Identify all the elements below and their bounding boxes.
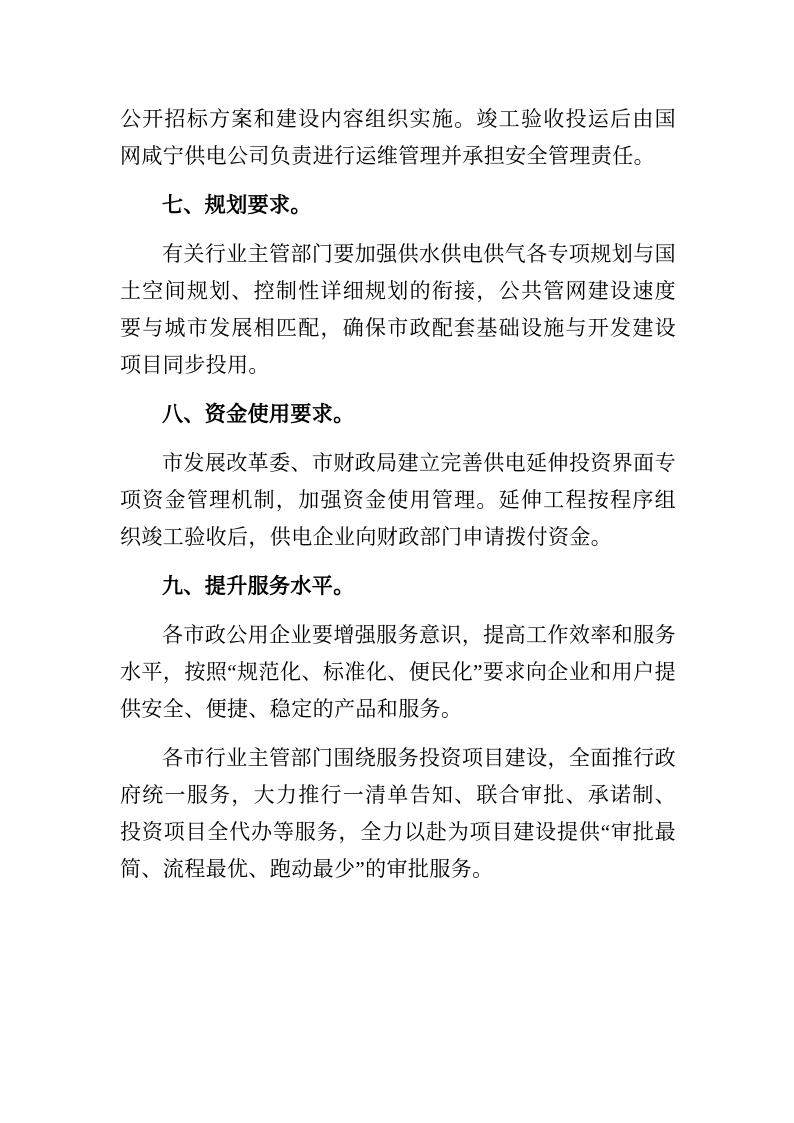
section-heading-8-funds: 八、资金使用要求。 xyxy=(162,403,355,426)
section-heading-9-service: 九、提升服务水平。 xyxy=(162,575,355,598)
paragraph-fund-usage: 市发展改革委、市财政局建立完善供电延伸投资界面专项资金管理机制，加强资金使用管理。延伸工程按程序组织竣工验收后，供电企业向财政部门申请拨付资金。 xyxy=(120,451,676,549)
paragraph-service-quality: 各市政公用企业要增强服务意识，提高工作效率和服务水平，按照“规范化、标准化、便民化”要求向企业和用户提供安全、便捷、稳定的产品和服务。 xyxy=(120,623,676,721)
paragraph-approval-service: 各市行业主管部门围绕服务投资项目建设，全面推行政府统一服务，大力推行一清单告知、联合审批、承诺制、投资项目全代办等服务，全力以赴为项目建设提供“审批最简、流程最优、跑动最少”的审批服务。 xyxy=(120,746,676,881)
paragraph-planning-requirements: 有关行业主管部门要加强供水供电供气各专项规划与国土空间规划、控制性详细规划的衔接，公共管网建设速度要与城市发展相匹配，确保市政配套基础设施与开发建设项目同步投用。 xyxy=(120,242,676,377)
section-heading-7-planning: 七、规划要求。 xyxy=(162,194,312,217)
paragraph-construction-runover: 公开招标方案和建设内容组织实施。竣工验收投运后由国网咸宁供电公司负责进行运维管理并承担安全管理责任。 xyxy=(120,107,676,168)
